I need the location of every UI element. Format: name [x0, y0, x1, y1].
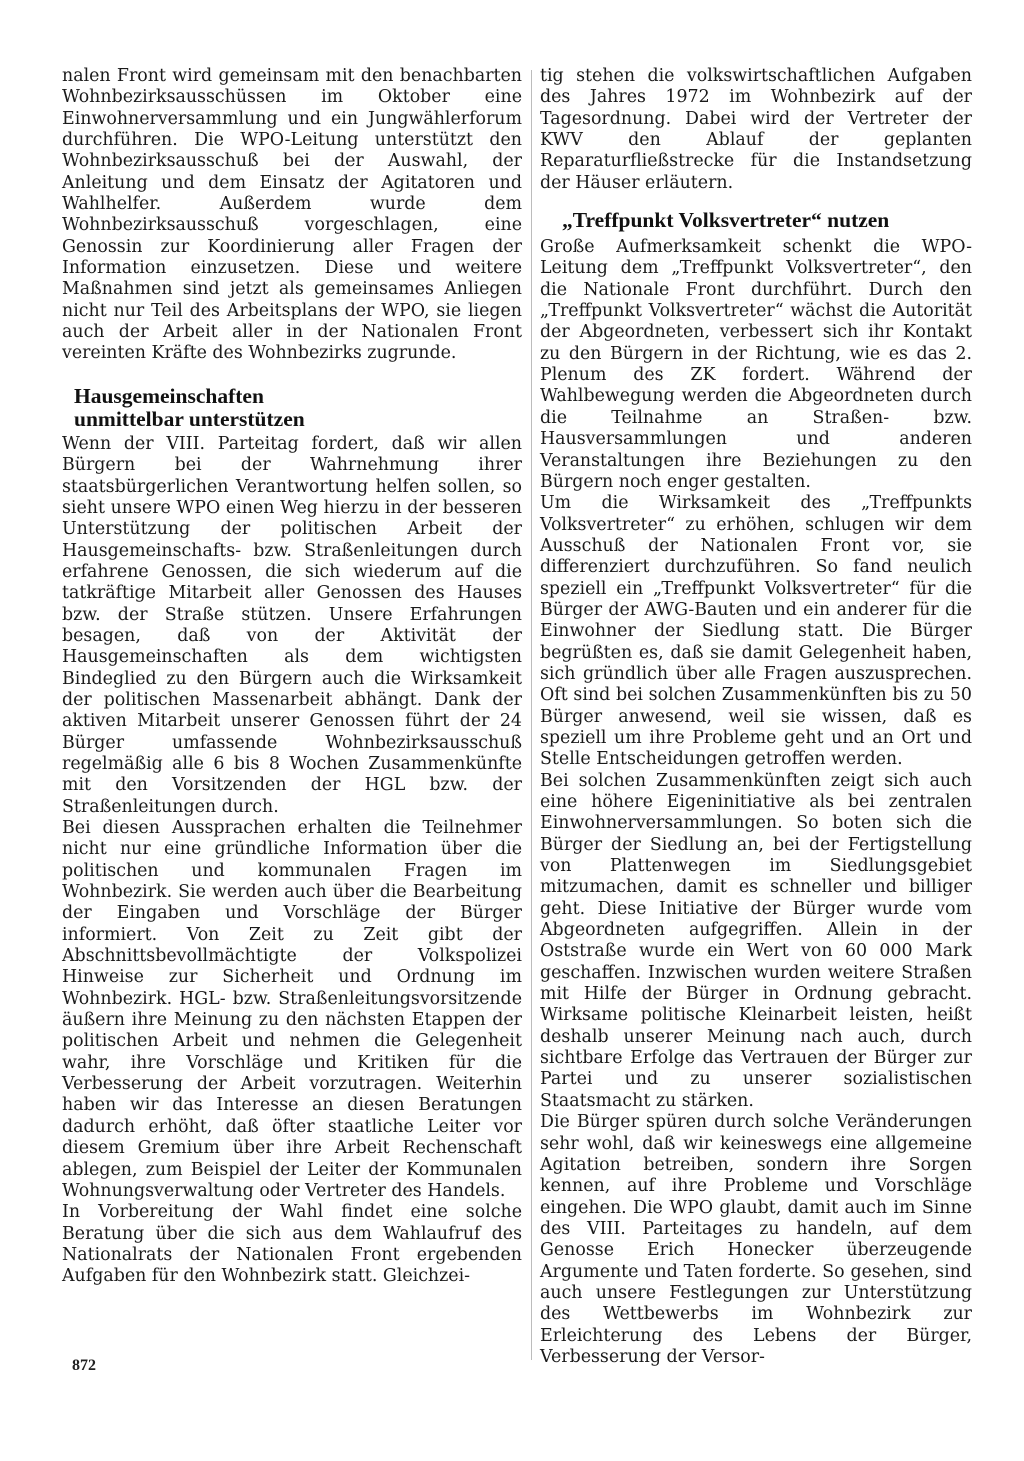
right-paragraph-3: Bei solchen Zusammenkünften zeigt sich auch eine höhere Eigeninitiative als bei zentralen Einwohnerversammlungen. So boten sich die Bürger der Siedlung an, bei der Fertigstellung von Plattenwegen im Siedlungsgebiet mitzumachen, damit es schneller und billiger geht. Diese Initiative der Bürger wurde vom Abgeordneten aufgegriffen. Allein in der Oststraße wurde ein Wert von 60 000 Mark geschaffen. Inzwischen wurden weitere Straßen mit Hilfe der Bürger in Ordnung gebracht. Wirksame politische Kleinarbeit leisten, heißt deshalb unserer Meinung nach auch, durch sichtbare Erfolge das Vertrauen der Bürger zur Partei und zu unserer sozialistischen Staatsmacht zu stärken. [540, 770, 972, 1111]
left-heading-line-2: unmittelbar unterstützen [74, 406, 305, 431]
left-paragraph-3: In Vorbereitung der Wahl findet eine solche Beratung über die sich aus dem Wahlaufruf des Nationalrats der Nationalen Front ergebenden Aufgaben für den Wohnbezirk statt. Gleichzei- [62, 1202, 522, 1287]
right-column [540, 66, 972, 1368]
left-heading-line-1: Hausgemeinschaften [74, 383, 264, 408]
left-column [62, 66, 522, 1288]
right-paragraph-4: Die Bürger spüren durch solche Veränderungen sehr wohl, daß wir keineswegs eine allgemeine Agitation betreiben, sondern ihre Sorgen kennen, auf ihre Probleme und Vorschläge eingehen. Die WPO glaubt, damit auch im Sinne des VIII. Parteitages zu handeln, auf dem Genosse Erich Honecker überzeugende Argumente und Taten forderte. So gesehen, sind auch unsere Festlegungen zur Unterstützung des Wettbewerbs im Wohnbezirk zur Erleichterung des Lebens der Bürger, Verbesserung der Versor- [540, 1112, 972, 1367]
right-paragraph-2: Um die Wirksamkeit des „Treffpunkts Volksvertreter“ zu erhöhen, schlugen wir dem Ausschuß der Nationalen Front vor, sie differenziert durchzuführen. So fand neulich speziell ein „Treffpunkt Volksvertreter“ für die Bürger der AWG-Bauten und ein anderer für die Einwohner der Siedlung statt. Die Bürger begrüßten es, daß sie damit Gelegenheit haben, sich gründlich über alle Fragen auszusprechen. Oft sind bei solchen Zusammenkünften bis zu 50 Bürger anwesend, weil sie wissen, daß es speziell um ihre Probleme geht und an Ort und Stelle Entscheidungen getroffen werden. [540, 493, 972, 770]
column-divider [531, 70, 532, 1360]
left-paragraph-1: Wenn der VIII. Parteitag fordert, daß wir allen Bürgern bei der Wahrnehmung ihrer staatsbürgerlichen Verantwortung helfen sollen, so sieht unsere WPO einen Weg hierzu in der besseren Unterstützung der politischen Arbeit der Hausgemeinschafts- bzw. Straßenleitungen durch erfahrene Genossen, die sich wiederum auf die tatkräftige Mitarbeit aller Genossen des Hauses bzw. der Straße stützen. Unsere Erfahrungen besagen, daß von der Aktivität der Hausgemeinschaften als dem wichtigsten Bindeglied zu den Bürgern auch die Wirksamkeit der politischen Massenarbeit abhängt. Dank der aktiven Mitarbeit unserer Genossen führt der 24 Bürger umfassende Wohnbezirksausschuß regelmäßig alle 6 bis 8 Wochen Zusammenkünfte mit den Vorsitzenden der HGL bzw. der Straßenleitungen durch. [62, 433, 522, 817]
left-section-heading [62, 385, 522, 431]
right-intro-paragraph: tig stehen die volkswirtschaftlichen Aufgaben des Jahres 1972 im Wohnbezirk auf der Tagesordnung. Dabei wird der Vertreter der KWV den Ablauf der geplanten Reparaturfließstrecke für die Instandsetzung der Häuser erläutern. [540, 66, 972, 193]
left-intro-paragraph: nalen Front wird gemeinsam mit den benachbarten Wohnbezirksausschüssen im Oktober eine Einwohnerversammlung und ein Jungwählerforum durchführen. Die WPO-Leitung unterstützt den Wohnbezirksausschuß bei der Auswahl, der Anleitung und dem Einsatz der Agitatoren und Wahlhelfer. Außerdem wurde dem Wohnbezirksausschuß vorgeschlagen, eine Genossin zur Koordinierung aller Fragen der Information einzusetzen. Diese und weitere Maßnahmen sind jetzt als gemeinsames Anliegen nicht nur Teil des Arbeitsplans der WPO, sie liegen auch der Arbeit aller in der Nationalen Front vereinten Kräfte des Wohnbezirks zugrunde. [62, 66, 522, 364]
right-paragraph-1: Große Aufmerksamkeit schenkt die WPO-Leitung dem „Treffpunkt Volksvertreter“, den die Nationale Front durchführt. Durch den „Treffpunkt Volksvertreter“ wächst die Autorität der Abgeordneten, verbessert sich ihr Kontakt zu den Bürgern in der Richtung, wie es das 2. Plenum des ZK fordert. Während der Wahlbewegung werden die Abgeordneten durch die Teilnahme an Straßen- bzw. Hausversammlungen und anderen Veranstaltungen ihre Beziehungen zu den Bürgern noch enger gestalten. [540, 237, 972, 492]
right-section-heading: „Treffpunkt Volksvertreter“ nutzen [562, 208, 890, 233]
page-number: 872 [72, 1357, 96, 1374]
left-paragraph-2: Bei diesen Aussprachen erhalten die Teilnehmer nicht nur eine gründliche Information über die politischen und kommunalen Fragen im Wohnbezirk. Sie werden auch über die Bearbeitung der Eingaben und Vorschläge der Bürger informiert. Von Zeit zu Zeit gibt der Abschnittsbevollmächtigte der Volkspolizei Hinweise zur Sicherheit und Ordnung im Wohnbezirk. HGL- bzw. Straßenleitungsvorsitzende äußern ihre Meinung zu den nächsten Etappen der politischen Arbeit und nehmen die Gelegenheit wahr, ihre Vorschläge und Kritiken für die Verbesserung der Arbeit vorzutragen. Weiterhin haben wir das Interesse an diesen Beratungen dadurch erhöht, daß öfter staatliche Leiter vor diesem Gremium über ihre Arbeit Rechenschaft ablegen, zum Beispiel der Leiter der Kommunalen Wohnungsverwaltung oder Vertreter des Handels. [62, 818, 522, 1201]
